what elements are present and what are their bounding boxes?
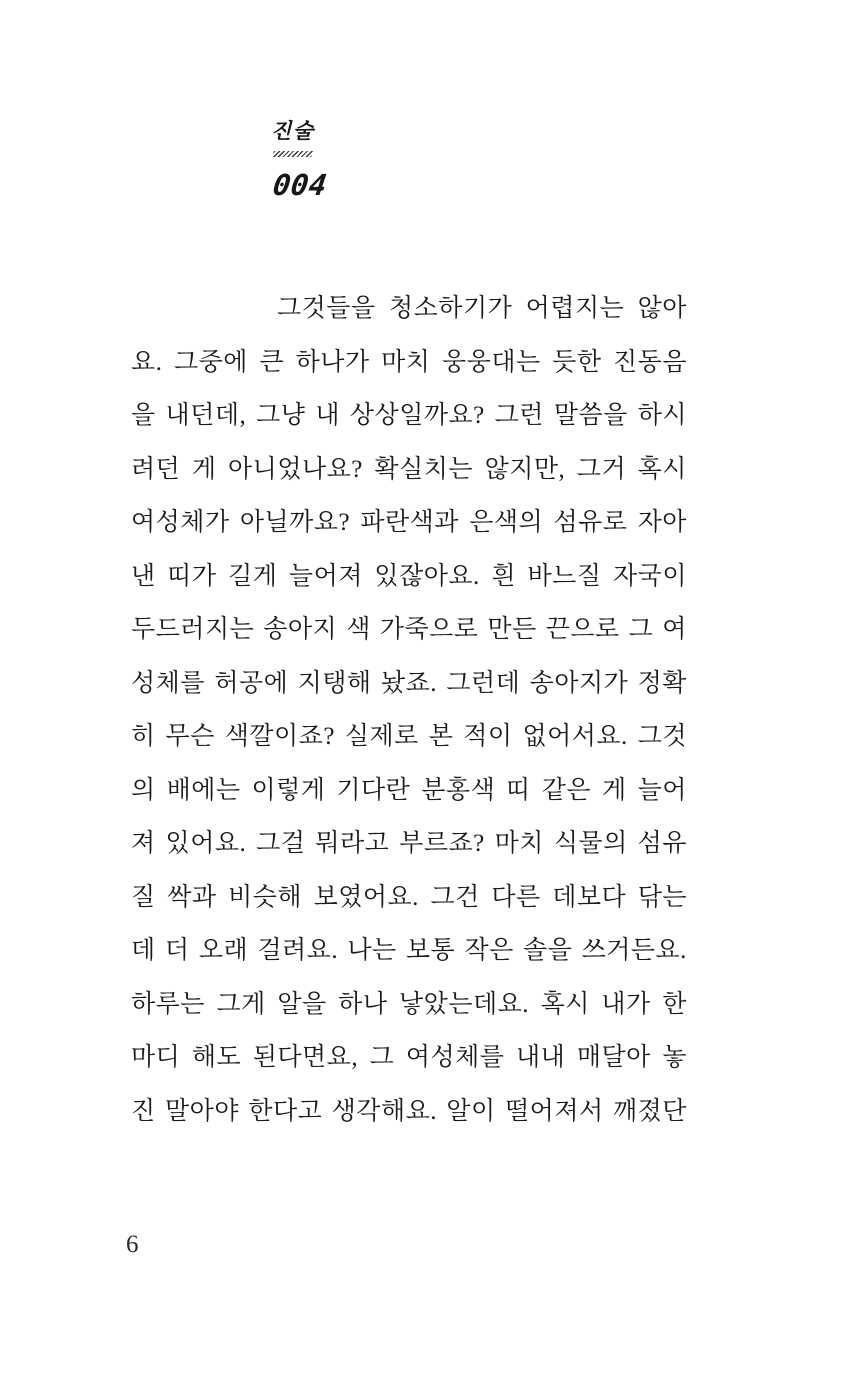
- body-text-line: 하루는 그게 알을 하나 낳았는데요. 혹시 내가 한: [131, 990, 687, 1018]
- body-text-line: 려던 게 아니었나요? 확실치는 않지만, 그거 혹시: [131, 455, 687, 483]
- body-text-line: 성체를 허공에 지탱해 놨죠. 그런데 송아지가 정확: [131, 669, 687, 697]
- body-text-line: 의 배에는 이렇게 기다란 분홍색 띠 같은 게 늘어: [131, 776, 687, 804]
- body-text-line: 히 무슨 색깔이죠? 실제로 본 적이 없어서요. 그것: [131, 723, 687, 750]
- page-number: 6: [126, 1231, 139, 1258]
- body-text-line: 진 말아야 한다고 생각해요. 알이 떨어져서 깨졌단: [131, 1097, 687, 1125]
- chapter-header: [270, 120, 330, 203]
- body-text-line: 데 더 오래 걸려요. 나는 보통 작은 솔을 쓰거든요.: [131, 937, 687, 964]
- body-text-line: 두드러지는 송아지 색 가죽으로 만든 끈으로 그 여: [131, 616, 687, 643]
- body-text-line: 질 싹과 비슷해 보였어요. 그건 다른 데보다 닦는: [131, 883, 687, 911]
- body-text-line: 져 있어요. 그걸 뭐라고 부르죠? 마치 식물의 섬유: [131, 830, 687, 857]
- body-text-line: 그것들을 청소하기가 어렵지는 않아: [277, 295, 687, 322]
- body-text-line: 여성체가 아닐까요? 파란색과 은색의 섬유로 자아: [131, 509, 687, 536]
- chapter-label: 진술: [271, 120, 315, 143]
- body-text: [131, 282, 687, 1138]
- body-text-line: 낸 띠가 길게 늘어져 있잖아요. 흰 바느질 자국이: [131, 562, 687, 590]
- chapter-number: 004: [270, 168, 330, 203]
- hatch-underline-decoration: [271, 151, 314, 157]
- body-text-line: 을 내던데, 그냥 내 상상일까요? 그런 말씀을 하시: [131, 402, 687, 429]
- body-text-line: 요. 그중에 큰 하나가 마치 웅웅대는 듯한 진동음: [131, 348, 687, 376]
- body-text-line: 마디 해도 된다면요, 그 여성체를 내내 매달아 놓: [131, 1044, 687, 1071]
